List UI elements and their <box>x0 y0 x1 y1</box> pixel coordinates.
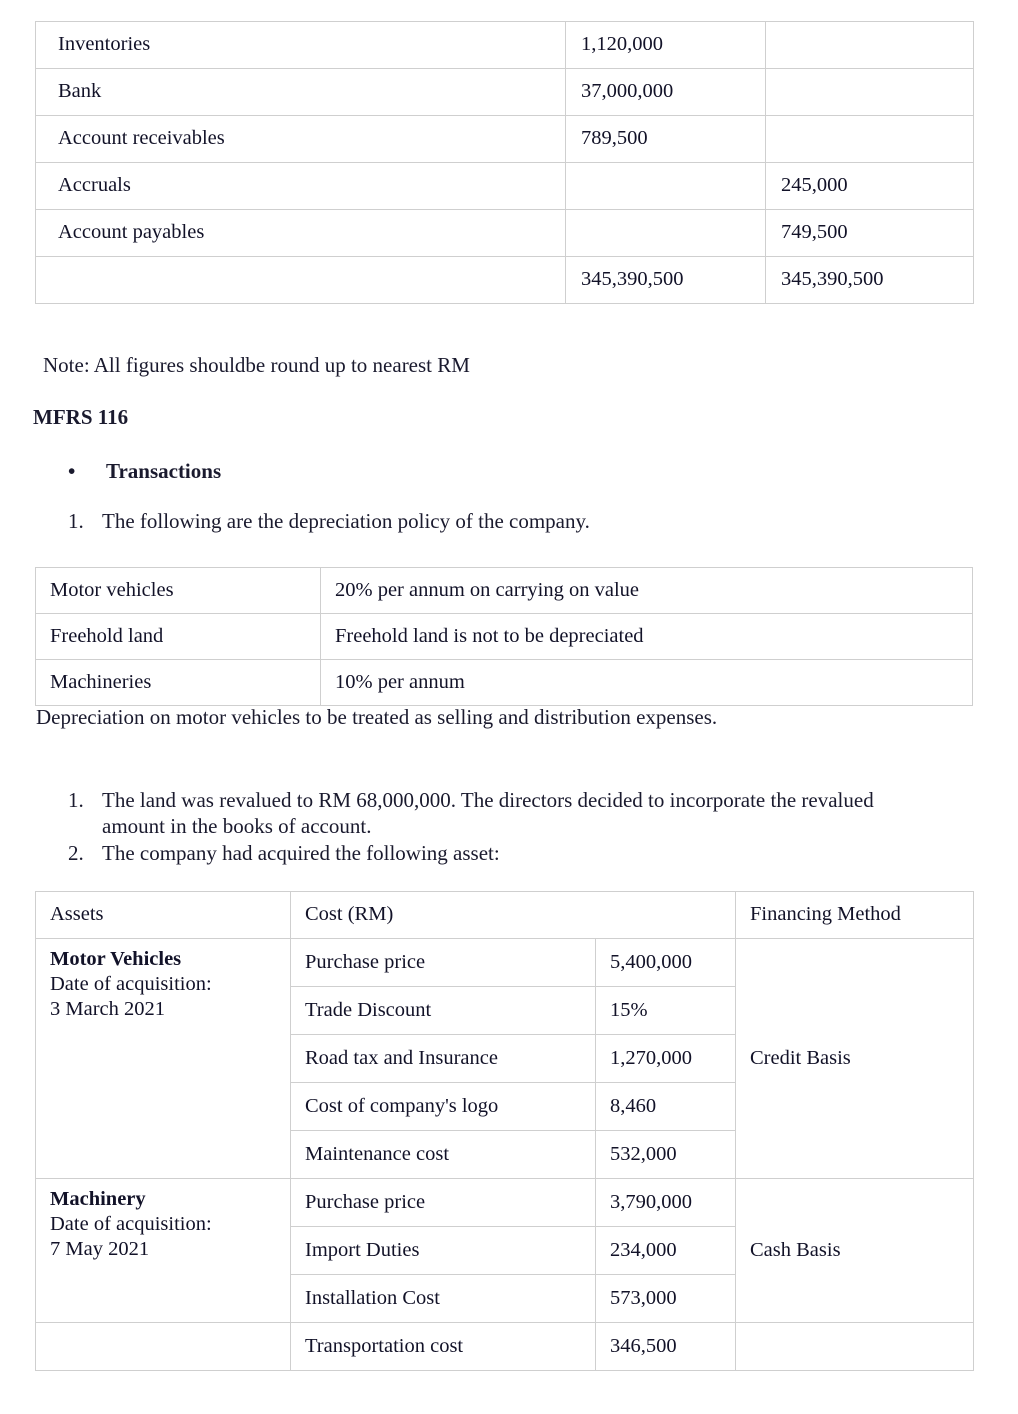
cost-value: 5,400,000 <box>596 939 736 987</box>
transactions-label: Transactions <box>106 459 222 483</box>
table-row <box>36 1323 974 1371</box>
cost-label: Maintenance cost <box>291 1131 596 1179</box>
transaction-item-text: The company had acquired the following asset: <box>102 840 500 865</box>
table-row <box>36 163 974 210</box>
cost-value: 532,000 <box>596 1131 736 1179</box>
tb-credit-account-payables: 749,500 <box>766 210 974 257</box>
financing-method-empty <box>736 1323 974 1371</box>
cost-value: 8,460 <box>596 1083 736 1131</box>
tb-total-debit: 345,390,500 <box>566 257 766 304</box>
depreciation-footnote: Depreciation on motor vehicles to be treated as selling and distribution expenses. <box>36 705 718 729</box>
cost-value: 234,000 <box>596 1227 736 1275</box>
depreciation-policy-table <box>35 567 973 706</box>
cost-label: Trade Discount <box>291 987 596 1035</box>
transaction-item-text: The land was revalued to RM 68,000,000. The directors decided to incorporate the revalued amount in the books of account. <box>102 788 874 839</box>
asset-col-header-cost: Cost (RM) <box>291 892 736 939</box>
list-marker: 2. <box>68 840 84 865</box>
cost-value: 1,270,000 <box>596 1035 736 1083</box>
rounding-note: Note: All figures shouldbe round up to nearest RM <box>43 353 470 377</box>
policy-intro-item <box>68 509 590 534</box>
list-marker: 1. <box>68 788 84 812</box>
list-marker: 1. <box>68 509 84 533</box>
cost-value: 346,500 <box>596 1323 736 1371</box>
cost-label: Transportation cost <box>291 1323 596 1371</box>
cost-label: Installation Cost <box>291 1275 596 1323</box>
tb-credit-accruals: 245,000 <box>766 163 974 210</box>
cost-value: 15% <box>596 987 736 1035</box>
tb-credit-bank <box>766 69 974 116</box>
asset-group-empty <box>36 1323 291 1371</box>
tb-total-credit: 345,390,500 <box>766 257 974 304</box>
asset-date-value: 7 May 2021 <box>50 1238 150 1260</box>
table-row-total <box>36 257 974 304</box>
table-row <box>36 116 974 163</box>
table-row <box>36 69 974 116</box>
trial-balance-table <box>35 21 974 304</box>
list-item <box>68 840 908 866</box>
cost-label: Purchase price <box>291 1179 596 1227</box>
asset-date-value: 3 March 2021 <box>50 998 166 1020</box>
asset-col-header-financing: Financing Method <box>736 892 974 939</box>
table-row <box>36 210 974 257</box>
tb-label-bank: Bank <box>36 69 566 116</box>
asset-col-header-assets: Assets <box>36 892 291 939</box>
bullet-dot-icon: • <box>68 459 76 483</box>
tb-credit-inventories <box>766 22 974 69</box>
dep-asset-motor-vehicles: Motor vehicles <box>36 568 321 614</box>
table-row <box>36 1179 974 1227</box>
dep-policy-motor-vehicles: 20% per annum on carrying on value <box>321 568 973 614</box>
transaction-items-list <box>68 787 908 866</box>
financing-method-machinery: Cash Basis <box>736 1179 974 1323</box>
asset-name: Motor Vehicles <box>50 948 182 970</box>
table-row <box>36 614 973 660</box>
asset-date-label: Date of acquisition: <box>50 1213 212 1235</box>
asset-date-label: Date of acquisition: <box>50 973 212 995</box>
tb-debit-account-receivables: 789,500 <box>566 116 766 163</box>
tb-credit-account-receivables <box>766 116 974 163</box>
table-row <box>36 22 974 69</box>
tb-debit-bank: 37,000,000 <box>566 69 766 116</box>
dep-policy-machineries: 10% per annum <box>321 660 973 706</box>
table-row <box>36 568 973 614</box>
transactions-bullet-item <box>68 459 221 484</box>
asset-group-machinery <box>36 1179 291 1323</box>
tb-debit-inventories: 1,120,000 <box>566 22 766 69</box>
dep-policy-freehold-land: Freehold land is not to be depreciated <box>321 614 973 660</box>
tb-label-accruals: Accruals <box>36 163 566 210</box>
dep-asset-machineries: Machineries <box>36 660 321 706</box>
dep-asset-freehold-land: Freehold land <box>36 614 321 660</box>
tb-debit-accruals <box>566 163 766 210</box>
table-row <box>36 939 974 987</box>
cost-label: Cost of company's logo <box>291 1083 596 1131</box>
table-header-row <box>36 892 974 939</box>
cost-label: Import Duties <box>291 1227 596 1275</box>
tb-debit-account-payables <box>566 210 766 257</box>
table-row <box>36 660 973 706</box>
cost-label: Purchase price <box>291 939 596 987</box>
cost-label: Road tax and Insurance <box>291 1035 596 1083</box>
cost-value: 3,790,000 <box>596 1179 736 1227</box>
list-item <box>68 787 908 840</box>
financing-method-motor-vehicles: Credit Basis <box>736 939 974 1179</box>
mfrs-116-heading: MFRS 116 <box>33 405 129 429</box>
tb-total-label <box>36 257 566 304</box>
tb-label-account-payables: Account payables <box>36 210 566 257</box>
tb-label-inventories: Inventories <box>36 22 566 69</box>
asset-name: Machinery <box>50 1188 146 1210</box>
tb-label-account-receivables: Account receivables <box>36 116 566 163</box>
asset-group-motor-vehicles <box>36 939 291 1179</box>
policy-intro-text: The following are the depreciation policy of the company. <box>102 509 590 533</box>
asset-acquisition-table <box>35 891 974 1371</box>
cost-value: 573,000 <box>596 1275 736 1323</box>
